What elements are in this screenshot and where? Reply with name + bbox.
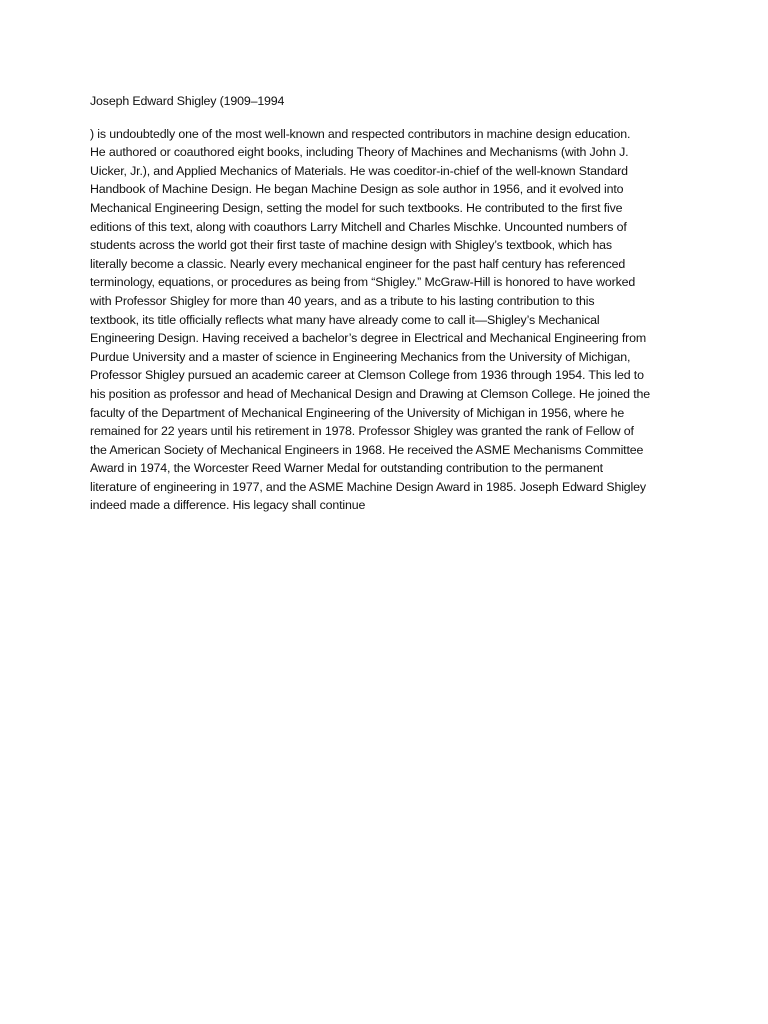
paragraph-line: indeed made a difference. His legacy shall continue (90, 498, 366, 513)
paragraph-line: ) is undoubtedly one of the most well-known and respected contributors in machine design education. (90, 126, 631, 141)
paragraph-line: editions of this text, along with coauthors Larry Mitchell and Charles Mischke. Uncounted numbers of (90, 219, 627, 234)
paragraph-line: literature of engineering in 1977, and the ASME Machine Design Award in 1985. Joseph Edward Shigley (90, 479, 646, 494)
paragraph-line: textbook, its title officially reflects what many have already come to call it—Shigley’s Mechanical (90, 312, 600, 327)
paragraph-line: faculty of the Department of Mechanical Engineering of the University of Michigan in 1956, where he (90, 405, 625, 420)
paragraph-line: with Professor Shigley for more than 40 years, and as a tribute to his lasting contribution to this (90, 293, 595, 308)
paragraph-line: Uicker, Jr.), and Applied Mechanics of Materials. He was coeditor-in-chief of the well-known Standard (90, 163, 628, 178)
document-content (90, 92, 682, 515)
paragraph-line: literally become a classic. Nearly every mechanical engineer for the past half century has referenced (90, 256, 626, 271)
heading-line: Joseph Edward Shigley (1909–1994 (90, 94, 285, 108)
paragraph-line: terminology, equations, or procedures as being from “Shigley.” McGraw-Hill is honored to have worked (90, 275, 636, 290)
paragraph-line: remained for 22 years until his retirement in 1978. Professor Shigley was granted the rank of Fellow of (90, 424, 634, 439)
paragraph-line: He authored or coauthored eight books, including Theory of Machines and Mechanisms (with John J. (90, 145, 629, 160)
paragraph-line: Professor Shigley pursued an academic career at Clemson College from 1936 through 1954. This led to (90, 368, 644, 383)
paragraph-line: Mechanical Engineering Design, setting the model for such textbooks. He contributed to the first five (90, 200, 623, 215)
paragraph-line: Handbook of Machine Design. He began Machine Design as sole author in 1956, and it evolved into (90, 182, 624, 197)
paragraph-line: Engineering Design. Having received a bachelor’s degree in Electrical and Mechanical Engineering from (90, 331, 647, 346)
paragraph-line: Purdue University and a master of science in Engineering Mechanics from the University of Michigan, (90, 349, 631, 364)
paragraph-line: students across the world got their first taste of machine design with Shigley’s textbook, which has (90, 238, 612, 253)
paragraph-line: Award in 1974, the Worcester Reed Warner Medal for outstanding contribution to the permanent (90, 461, 603, 476)
paragraph-line: his position as professor and head of Mechanical Design and Drawing at Clemson College. He joined the (90, 386, 650, 401)
paragraph-line: the American Society of Mechanical Engineers in 1968. He received the ASME Mechanisms Committee (90, 442, 644, 457)
body-paragraph (90, 125, 682, 515)
